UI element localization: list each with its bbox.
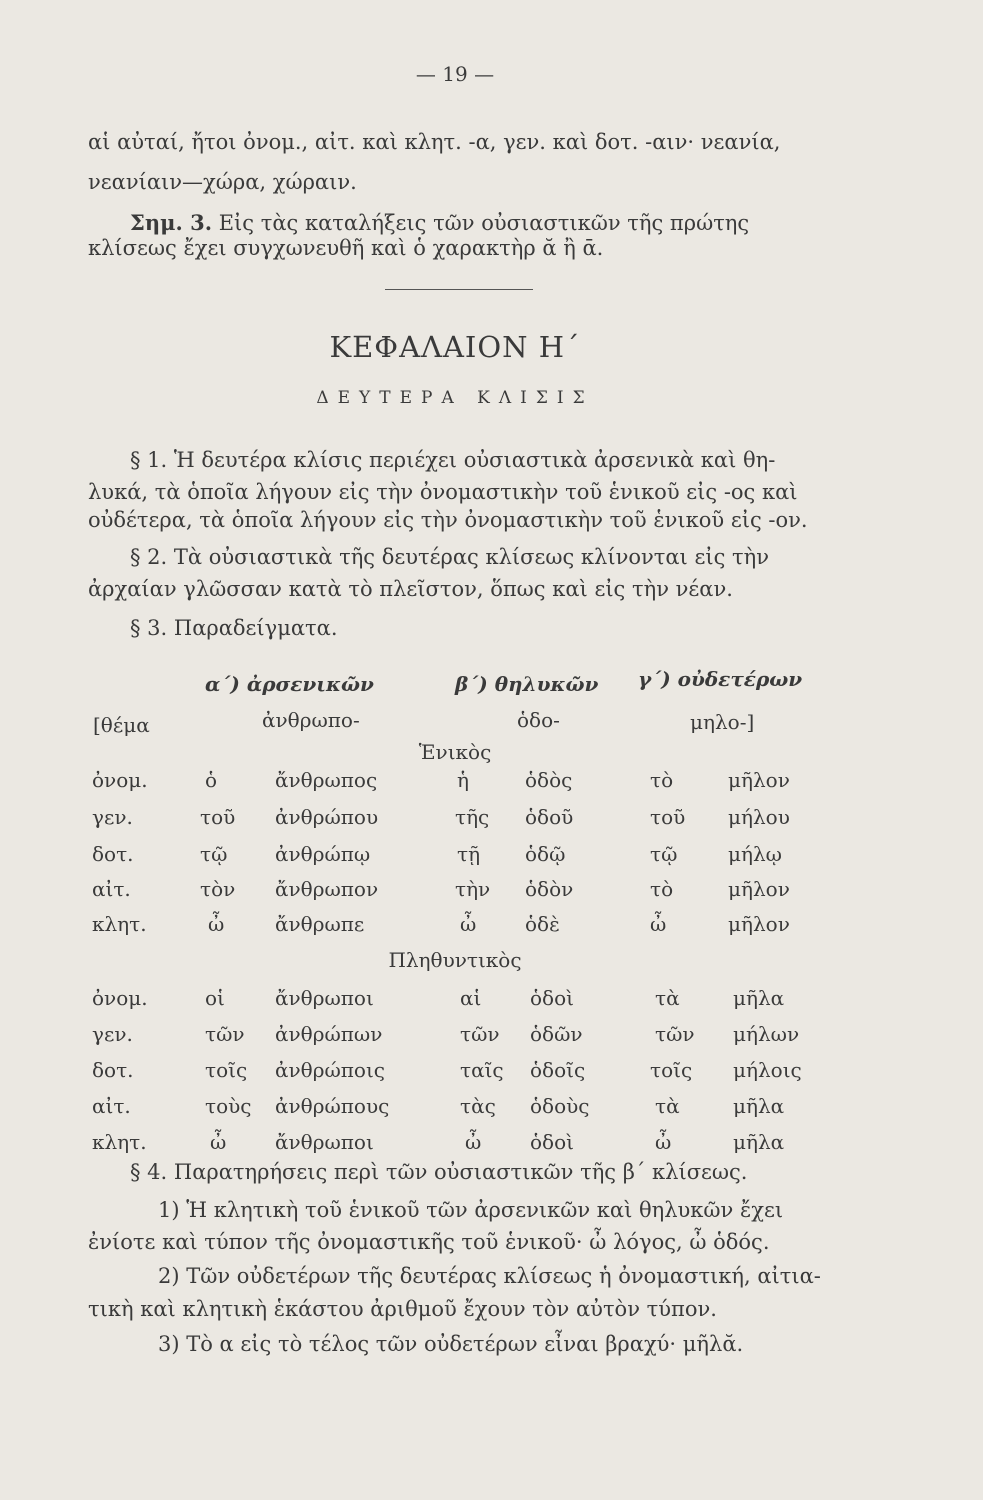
article-masculine: τὸν xyxy=(200,877,236,901)
article-neuter: τοῖς xyxy=(650,1058,693,1082)
note-3-line-1 xyxy=(130,210,749,235)
theme-neuter: μηλο-] xyxy=(690,710,755,734)
section-1-line-3: οὐδέτερα, τὰ ὁποῖα λήγουν εἰς τὴν ὀνομαστικὴν τοῦ ἑνικοῦ εἰς -ον. xyxy=(88,508,808,532)
case-label: γεν. xyxy=(92,805,133,829)
article-feminine: τῆς xyxy=(455,805,490,829)
form-neuter: μήλοις xyxy=(733,1058,802,1082)
form-neuter: μῆλον xyxy=(728,768,790,792)
section-4-heading: § 4. Παρατηρήσεις περὶ τῶν οὐσιαστικῶν τῆς β΄ κλίσεως. xyxy=(130,1160,748,1184)
article-masculine: τοῦ xyxy=(200,805,236,829)
form-neuter: μῆλον xyxy=(728,877,790,901)
plural-label: Πληθυντικὸς xyxy=(388,948,522,972)
article-neuter: τὸ xyxy=(650,768,674,792)
header-masculine: α΄) ἀρσενικῶν xyxy=(205,672,374,696)
theme-label: [θέμα xyxy=(93,713,150,737)
section-2-line-1: § 2. Τὰ οὐσιαστικὰ τῆς δευτέρας κλίσεως κλίνονται εἰς τὴν xyxy=(130,545,769,569)
article-neuter: τὸ xyxy=(650,877,674,901)
observation-2-line-2: τικὴ καὶ κλητικὴ ἑκάστου ἀριθμοῦ ἔχουν τὸν αὐτὸν τύπον. xyxy=(88,1297,717,1321)
article-neuter: τὰ xyxy=(655,1094,680,1118)
form-masculine: ἀνθρώπῳ xyxy=(275,842,371,866)
article-masculine: τοῖς xyxy=(205,1058,248,1082)
page-number: — 19 — xyxy=(415,62,495,86)
form-feminine: ὁδοὺς xyxy=(530,1094,590,1118)
article-feminine: τῇ xyxy=(457,842,481,866)
observation-3-line-1: 3) Τὸ α εἰς τὸ τέλος τῶν οὐδετέρων εἶναι βραχύ· μῆλᾰ. xyxy=(158,1332,744,1356)
theme-feminine: ὁδο- xyxy=(517,708,560,732)
form-feminine: ὁδοῖς xyxy=(530,1058,586,1082)
article-masculine: ὦ xyxy=(208,912,225,936)
section-3-line-1: § 3. Παραδείγματα. xyxy=(130,616,338,640)
form-feminine: ὁδὸς xyxy=(525,768,573,792)
header-feminine: β΄) θηλυκῶν xyxy=(455,672,599,696)
form-feminine: ὁδοὶ xyxy=(530,986,574,1010)
observation-1-line-2: ἐνίοτε καὶ τύπον τῆς ὀνομαστικῆς τοῦ ἑνικοῦ· ὦ λόγος, ὦ ὁδός. xyxy=(88,1230,770,1254)
article-neuter: τοῦ xyxy=(650,805,686,829)
form-neuter: μῆλον xyxy=(728,912,790,936)
form-neuter: μήλου xyxy=(728,805,790,829)
header-neuter: γ΄) οὐδετέρων xyxy=(638,667,803,691)
note-text: Εἰς τὰς καταλήξεις τῶν οὐσιαστικῶν τῆς πρώτης xyxy=(218,211,750,235)
form-masculine: ἄνθρωπε xyxy=(275,912,365,936)
form-masculine: ἄνθρωπος xyxy=(275,768,378,792)
case-label: ὀνομ. xyxy=(92,986,148,1010)
form-feminine: ὁδὲ xyxy=(525,912,560,936)
article-masculine: τῷ xyxy=(200,842,228,866)
form-neuter: μῆλα xyxy=(733,1094,785,1118)
intro-line-1: αἱ αὐταί, ἤτοι ὀνομ., αἰτ. καὶ κλητ. -α, γεν. καὶ δοτ. -αιν· νεανία, xyxy=(88,130,781,154)
form-masculine: ἀνθρώπων xyxy=(275,1022,383,1046)
case-label: κλητ. xyxy=(92,912,147,936)
case-label: κλητ. xyxy=(92,1130,147,1154)
article-neuter: τῶν xyxy=(655,1022,695,1046)
form-masculine: ἄνθρωποι xyxy=(275,1130,374,1154)
article-feminine: τὰς xyxy=(460,1094,496,1118)
form-feminine: ὁδὸν xyxy=(525,877,574,901)
theme-masculine: ἀνθρωπο- xyxy=(262,708,360,732)
article-neuter: ὦ xyxy=(655,1130,672,1154)
section-2-line-2: ἀρχαίαν γλῶσσαν κατὰ τὸ πλεῖστον, ὅπως καὶ εἰς τὴν νέαν. xyxy=(88,577,733,601)
case-label: δοτ. xyxy=(92,1058,134,1082)
case-label: γεν. xyxy=(92,1022,133,1046)
form-masculine: ἀνθρώποις xyxy=(275,1058,385,1082)
note-3-line-2: κλίσεως ἔχει συγχωνευθῆ καὶ ὁ χαρακτὴρ ᾰ ἢ ᾱ. xyxy=(88,236,604,260)
form-neuter: μήλῳ xyxy=(728,842,782,866)
article-neuter: ὦ xyxy=(650,912,667,936)
article-feminine: τῶν xyxy=(460,1022,500,1046)
article-masculine: τοὺς xyxy=(205,1094,252,1118)
article-masculine: ὁ xyxy=(205,768,218,792)
case-label: αἰτ. xyxy=(92,1094,131,1118)
section-1-line-1: § 1. Ἡ δευτέρα κλίσις περιέχει οὐσιαστικὰ ἀρσενικὰ καὶ θη- xyxy=(130,448,776,472)
intro-line-2: νεανίαιν—χώρα, χώραιν. xyxy=(88,170,357,194)
article-feminine: αἱ xyxy=(460,986,482,1010)
form-feminine: ὁδοὶ xyxy=(530,1130,574,1154)
article-feminine: τὴν xyxy=(455,877,491,901)
article-masculine: τῶν xyxy=(205,1022,245,1046)
chapter-subtitle: ΔΕΥΤΕΡΑ ΚΛΙΣΙΣ xyxy=(316,388,594,408)
case-label: ὀνομ. xyxy=(92,768,148,792)
form-neuter: μήλων xyxy=(733,1022,800,1046)
article-masculine: οἱ xyxy=(205,986,225,1010)
article-feminine: ταῖς xyxy=(460,1058,504,1082)
case-label: δοτ. xyxy=(92,842,134,866)
singular-label: Ἑνικὸς xyxy=(418,740,492,764)
observation-2-line-1: 2) Τῶν οὐδετέρων τῆς δευτέρας κλίσεως ἡ ὀνομαστική, αἰτια- xyxy=(158,1264,821,1288)
form-masculine: ἄνθρωποι xyxy=(275,986,374,1010)
article-feminine: ἡ xyxy=(457,768,469,792)
form-masculine: ἄνθρωπον xyxy=(275,877,379,901)
case-label: αἰτ. xyxy=(92,877,131,901)
form-feminine: ὁδῷ xyxy=(525,842,566,866)
article-neuter: τὰ xyxy=(655,986,680,1010)
chapter-title: ΚΕΦΑΛΑΙΟΝ Η΄ xyxy=(329,330,581,364)
form-masculine: ἀνθρώπους xyxy=(275,1094,390,1118)
form-neuter: μῆλα xyxy=(733,1130,785,1154)
form-neuter: μῆλα xyxy=(733,986,785,1010)
form-feminine: ὁδοῦ xyxy=(525,805,574,829)
note-label: Σημ. 3. xyxy=(130,210,213,235)
observation-1-line-1: 1) Ἡ κλητικὴ τοῦ ἑνικοῦ τῶν ἀρσενικῶν καὶ θηλυκῶν ἔχει xyxy=(158,1198,784,1222)
article-masculine: ὦ xyxy=(210,1130,227,1154)
article-feminine: ὦ xyxy=(465,1130,482,1154)
form-feminine: ὁδῶν xyxy=(530,1022,583,1046)
article-feminine: ὦ xyxy=(460,912,477,936)
section-1-line-2: λυκά, τὰ ὁποῖα λήγουν εἰς τὴν ὀνομαστικὴν τοῦ ἑνικοῦ εἰς -ος καὶ xyxy=(88,480,798,504)
section-divider xyxy=(385,289,533,290)
form-masculine: ἀνθρώπου xyxy=(275,805,379,829)
article-neuter: τῷ xyxy=(650,842,678,866)
